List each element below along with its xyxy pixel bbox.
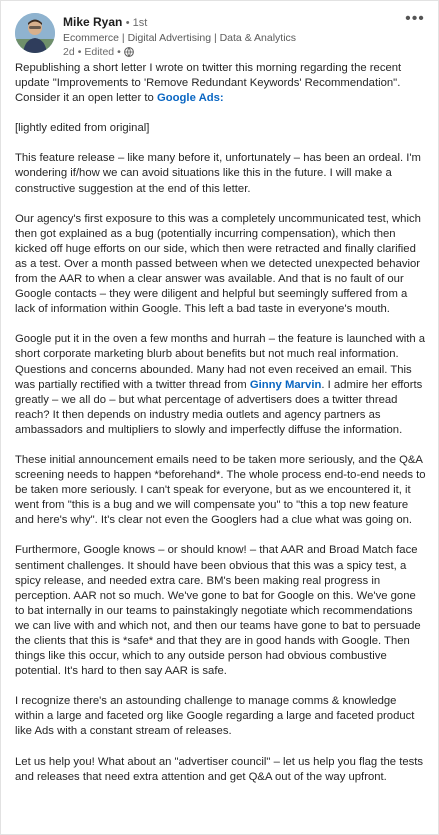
time-separator-2: • (117, 46, 121, 58)
author-headline: Ecommerce | Digital Advertising | Data & Analytics (63, 32, 297, 44)
author-meta (63, 14, 392, 59)
post-time: 2d (63, 46, 75, 58)
paragraph-8: I recognize there's an astounding challenge to manage comms & knowledge within a large and faceted org like Google regarding a large and faceted product like Ads with a constant stream of releases. (15, 695, 415, 738)
paragraph-1-text: Republishing a short letter I wrote on twitter this morning regarding the recent update "Improvements to 'Remove Redundant Keywords' Recommendation". Consider it an open letter to (15, 62, 402, 105)
post-header (15, 10, 428, 59)
paragraph-5 (15, 332, 427, 438)
paragraph-1 (15, 61, 427, 106)
paragraph-3: This feature release – like many before it, unfortunately – has been an ordeal. I'm wondering if/how we can avoid situations like this in the future. I will make a constructive suggestion at the end of this letter. (15, 152, 421, 195)
paragraph-6: These initial announcement emails need to be taken more seriously, and the Q&A screening needs to happen *beforehand*. The whole process end-to-end needs to be taken more seriously. I can't speak for everyone, but as we encountered it, it went from "this is a bug and we will compensate you" to "this a top new feature and here's why". It's clear not even the Googlers had a clue what was going on. (15, 453, 426, 527)
name-row (63, 14, 392, 31)
paragraph-2: [lightly edited from original] (15, 122, 150, 135)
ginny-marvin-mention-link[interactable]: Ginny Marvin (249, 378, 322, 391)
connection-degree-separator: • (125, 17, 133, 29)
connection-degree: 1st (132, 17, 148, 29)
post-time-row (63, 45, 392, 59)
person-avatar (15, 13, 55, 53)
edited-label: Edited (84, 46, 115, 58)
paragraph-5-text-a: Google put it in the oven a few months and hurrah – the feature is launched with a short corporate marketing blurb about benefits but not much real information. Questions and concerns abounded. Many had not even received an email. This was partially rectified with a twitter thread from (15, 333, 426, 391)
paragraph-5-text-b: . I admire her efforts greatly – we all do – but what percentage of advertisers does a twitter thread reach? It then depends on industry media outlets and agency partners as ambassadors and multipliers to slowly and imperfectly diffuse the information. (15, 378, 423, 436)
author-name[interactable]: Mike Ryan (63, 15, 123, 29)
paragraph-9: Let us help you! What about an "advertiser council" – let us help you flag the tests and releases that need extra attention and get Q&A out of the way upfront. (15, 755, 424, 783)
more-icon[interactable]: ••• (405, 10, 425, 27)
google-ads-mention-link[interactable]: Google Ads: (156, 92, 224, 105)
paragraph-7: Furthermore, Google knows – or should know! – that AAR and Broad Match face sentiment challenges. It should have been obvious that this was a spicy test, a spicy release, and needed extra care. BM's been making real progress in perception. AAR not so much. We've gone to bat for Google on this. We've gone to bat internally in our teams to painstakingly negotiate which recommendations we can live with and which not, and then our teams have gone to bat to persuade the clients that this is *safe* and that they are in good hands with Google. Then things like this occur, which to any outside person had obvious combustive potential. It's hard to then say AAR is safe. (15, 544, 421, 678)
avatar[interactable] (15, 13, 55, 53)
time-separator: • (77, 46, 82, 58)
paragraph-4: Our agency's first exposure to this was a completely uncommunicated test, which then got explained as a bug (potentially incurring compensation), which then kicked off huge efforts on our side, which then were retracted and finally clarified as a test. Over a month passed between when we detected unexpected behavior from the AAR to when a clear answer was available. And that is no fault of our Google contacts – they were diligent and helpful but seemingly suffered from a lack of information within Google. This left a bad taste in everyone's mouth. (15, 212, 421, 316)
post-body (15, 61, 427, 800)
globe-icon (124, 47, 134, 57)
